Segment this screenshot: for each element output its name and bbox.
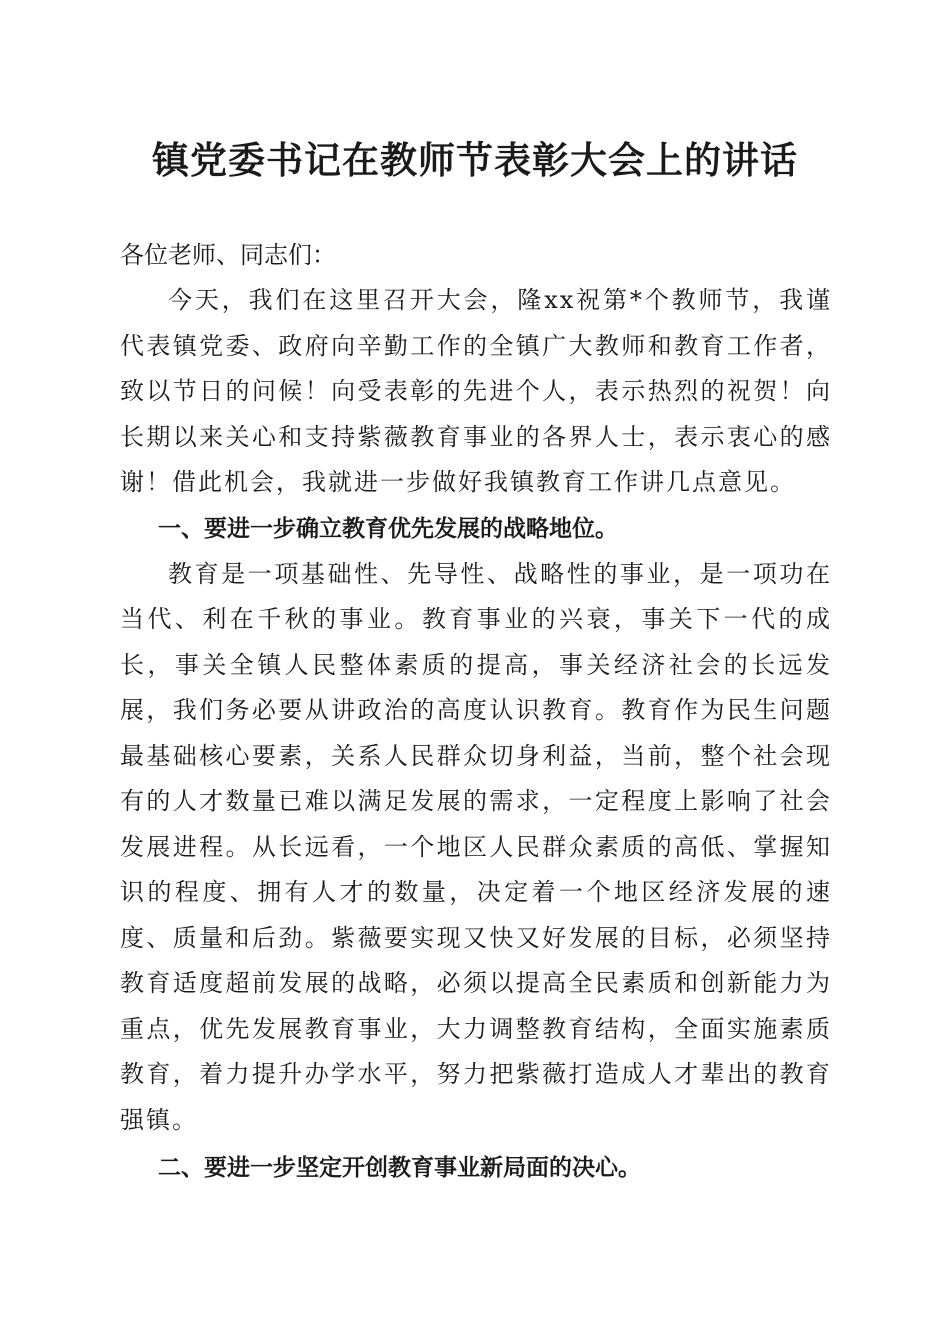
section-heading-2: 二、要进一步坚定开创教育事业新局面的决心。 (158, 1155, 641, 1181)
section-heading-1: 一、要进一步确立教育优先发展的战略地位。 (158, 515, 618, 542)
salutation: 各位老师、同志们： (120, 241, 336, 269)
document-title: 镇党委书记在教师节表彰大会上的讲话 (152, 138, 798, 182)
paragraph-opening: 今天，我们在这里召开大会，隆xx祝第*个教师节，我谨代表镇党委、政府向辛勤工作的全镇广大教师和教育工作者，致以节日的问候！向受表彰的先进个人，表示热烈的祝贺！向长期以来关心和支持紫薇教育事业的各界人士，表示衷心的感谢！借此机会，我就进一步做好我镇教育工作讲几点意见。 (120, 286, 832, 496)
paragraph-section-1: 教育是一项基础性、先导性、战略性的事业，是一项功在当代、利在千秋的事业。教育事业的兴衰，事关下一代的成长，事关全镇人民整体素质的提高，事关经济社会的长远发展，我们务必要从讲政治的高度认识教育。教育作为民生问题最基础核心要素，关系人民群众切身利益，当前，整个社会现有的人才数量已难以满足发展的需求，一定程度上影响了社会发展进程。从长远看，一个地区人民群众素质的高低、掌握知识的程度、拥有人才的数量，决定着一个地区经济发展的速度、质量和后劲。紫薇要实现又快又好发展的目标，必须坚持教育适度超前发展的战略，必须以提高全民素质和创新能力为重点，优先发展教育事业，大力调整教育结构，全面实施素质教育，着力提升办学水平，努力把紫薇打造成人才辈出的教育强镇。 (120, 559, 832, 1134)
document-body (120, 232, 832, 1191)
